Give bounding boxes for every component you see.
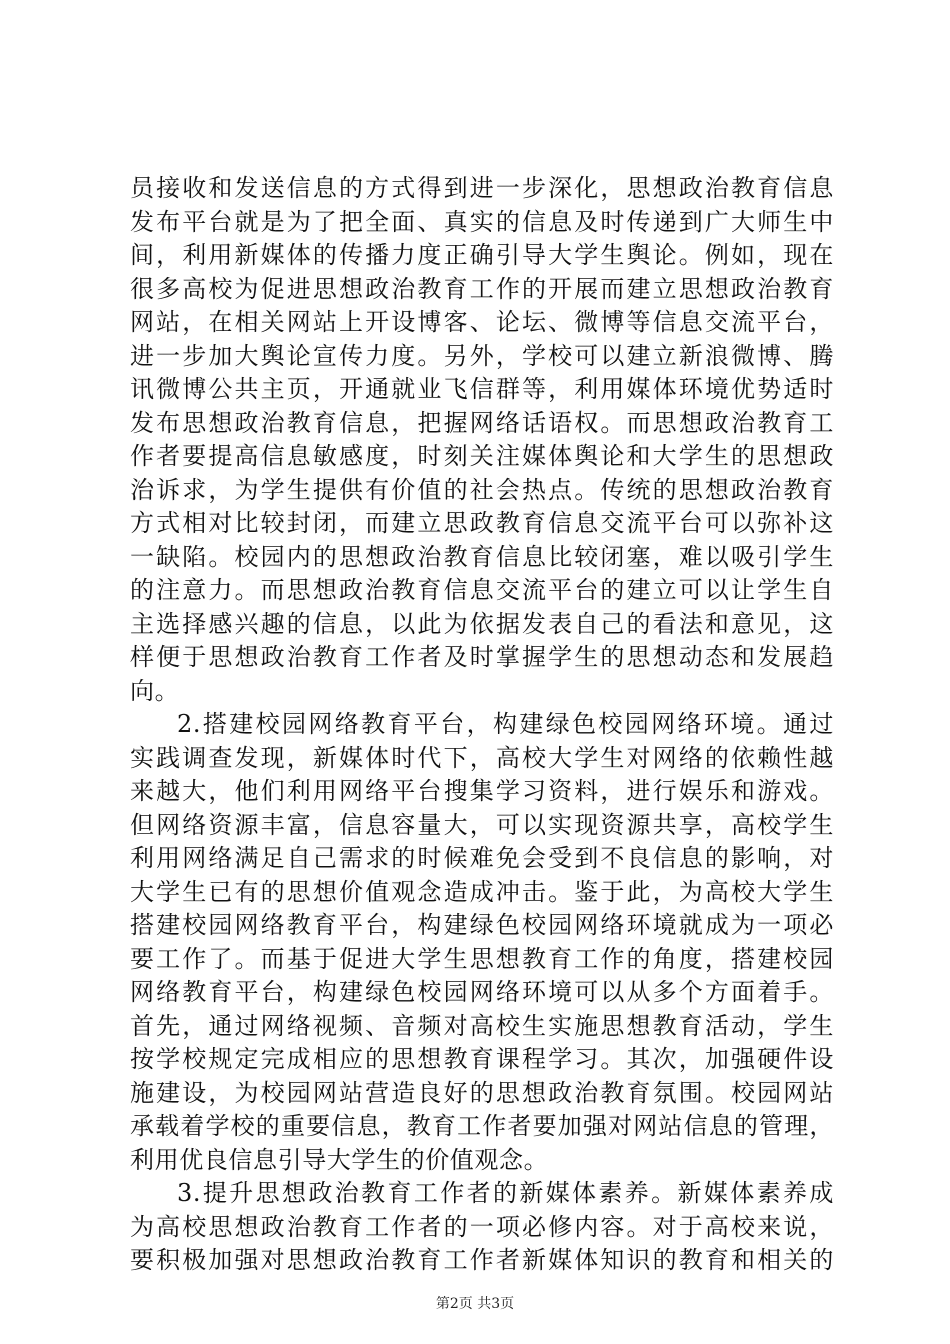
text-line: 样便于思想政治教育工作者及时掌握学生的思想动态和发展趋 [130, 643, 834, 671]
text-line: 间，利用新媒体的传播力度正确引导大学生舆论。例如，现在 [130, 241, 834, 269]
paragraph-start-line: 2.搭建校园网络教育平台，构建绿色校园网络环境。通过 [177, 710, 834, 738]
text-line: 搭建校园网络教育平台，构建绿色校园网络环境就成为一项必 [130, 911, 834, 939]
text-line: 要工作了。而基于促进大学生思想教育工作的角度，搭建校园 [130, 944, 834, 973]
paragraph-start-line: 3.提升思想政治教育工作者的新媒体素养。新媒体素养成 [177, 1179, 834, 1207]
text-line: 大学生已有的思想价值观念造成冲击。鉴于此，为高校大学生 [130, 877, 834, 906]
document-body [130, 172, 834, 1278]
page-footer [0, 1295, 950, 1313]
text-line: 按学校规定完成相应的思想教育课程学习。其次，加强硬件设 [130, 1045, 834, 1073]
text-line: 实践调查发现，新媒体时代下，高校大学生对网络的依赖性越 [130, 743, 834, 772]
page-number-label: 第2页 共3页 [435, 1296, 515, 1312]
text-line: 方式相对比较封闭，而建立思政教育信息交流平台可以弥补这 [130, 509, 834, 537]
text-line: 作者要提高信息敏感度，时刻关注媒体舆论和大学生的思想政 [130, 442, 834, 470]
text-line: 网络教育平台，构建绿色校园网络环境可以从多个方面着手。 [130, 978, 834, 1006]
text-line: 治诉求，为学生提供有价值的社会热点。传统的思想政治教育 [130, 475, 834, 504]
paragraph-end-line: 向。 [130, 676, 180, 705]
text-line: 发布平台就是为了把全面、真实的信息及时传递到广大师生中 [130, 207, 834, 236]
text-line: 首先，通过网络视频、音频对高校生实施思想教育活动，学生 [130, 1011, 834, 1040]
text-line: 一缺陷。校园内的思想政治教育信息比较闭塞，难以吸引学生 [130, 542, 834, 571]
text-line: 来越大，他们利用网络平台搜集学习资料，进行娱乐和游戏。 [130, 777, 834, 805]
text-line: 但网络资源丰富，信息容量大，可以实现资源共享，高校学生 [130, 810, 834, 839]
text-line: 要积极加强对思想政治教育工作者新媒体知识的教育和相关的 [130, 1246, 834, 1274]
text-line: 承载着学校的重要信息，教育工作者要加强对网站信息的管理， [130, 1112, 834, 1140]
text-line: 网站，在相关网站上开设博客、论坛、微博等信息交流平台， [130, 308, 834, 336]
text-line: 进一步加大舆论宣传力度。另外，学校可以建立新浪微博、腾 [130, 341, 834, 370]
text-line: 的注意力。而思想政治教育信息交流平台的建立可以让学生自 [130, 576, 834, 604]
text-line: 发布思想政治教育信息，把握网络话语权。而思想政治教育工 [130, 408, 834, 437]
text-line: 施建设，为校园网站营造良好的思想政治教育氛围。校园网站 [130, 1078, 834, 1107]
text-line: 主选择感兴趣的信息，以此为依据发表自己的看法和意见，这 [130, 609, 834, 638]
paragraph-end-line: 利用优良信息引导大学生的价值观念。 [130, 1145, 549, 1174]
text-line: 讯微博公共主页，开通就业飞信群等，利用媒体环境优势适时 [130, 375, 834, 403]
text-line: 为高校思想政治教育工作者的一项必修内容。对于高校来说， [130, 1212, 834, 1241]
text-line: 很多高校为促进思想政治教育工作的开展而建立思想政治教育 [130, 274, 834, 303]
text-line: 利用网络满足自己需求的时候难免会受到不良信息的影响，对 [130, 844, 834, 872]
text-line: 员接收和发送信息的方式得到进一步深化，思想政治教育信息 [130, 174, 834, 202]
